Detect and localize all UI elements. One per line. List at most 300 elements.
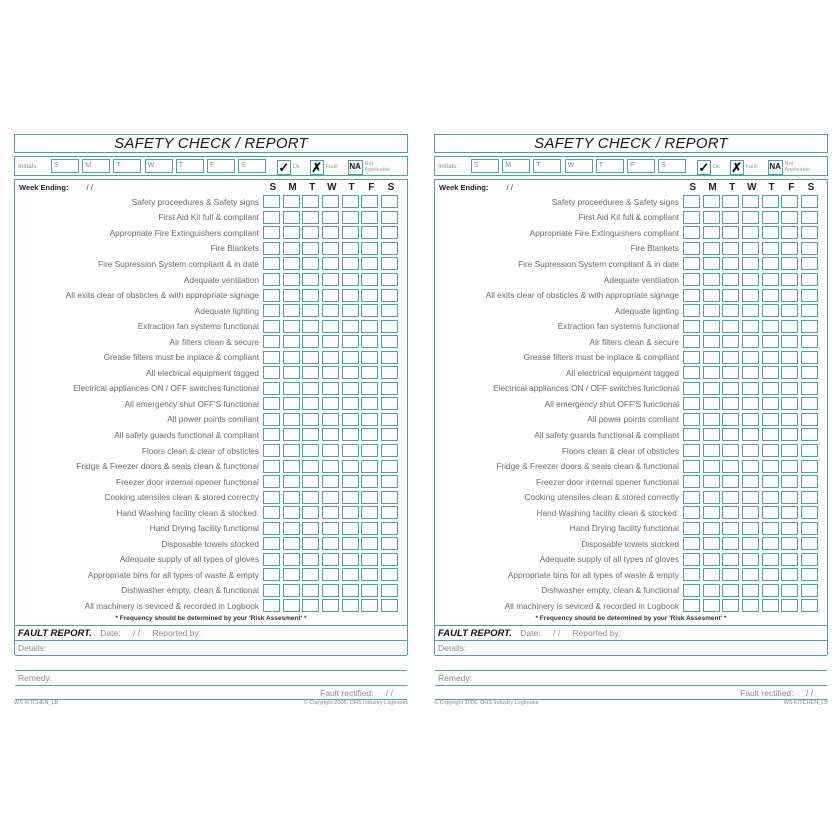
day-checkbox[interactable] <box>781 506 798 519</box>
day-checkbox[interactable] <box>762 211 779 224</box>
day-checkbox[interactable] <box>381 584 398 597</box>
day-checkbox[interactable] <box>742 273 759 286</box>
day-checkbox[interactable] <box>762 537 779 550</box>
day-checkbox[interactable] <box>283 522 300 535</box>
day-checkbox[interactable] <box>781 584 798 597</box>
initials-field[interactable]: F <box>627 159 655 173</box>
day-checkbox[interactable] <box>342 599 359 612</box>
day-checkbox[interactable] <box>801 599 818 612</box>
day-checkbox[interactable] <box>801 242 818 255</box>
day-checkbox[interactable] <box>381 335 398 348</box>
day-checkbox[interactable] <box>781 397 798 410</box>
day-checkbox[interactable] <box>722 382 739 395</box>
initials-field[interactable]: M <box>502 159 530 173</box>
week-ending-field[interactable]: / / <box>506 183 513 192</box>
day-checkbox[interactable] <box>801 475 818 488</box>
day-checkbox[interactable] <box>322 320 339 333</box>
day-checkbox[interactable] <box>263 226 280 239</box>
day-checkbox[interactable] <box>801 584 818 597</box>
day-checkbox[interactable] <box>781 366 798 379</box>
day-checkbox[interactable] <box>722 506 739 519</box>
day-checkbox[interactable] <box>322 257 339 270</box>
day-checkbox[interactable] <box>742 506 759 519</box>
day-checkbox[interactable] <box>742 522 759 535</box>
day-checkbox[interactable] <box>322 351 339 364</box>
day-checkbox[interactable] <box>283 475 300 488</box>
initials-field[interactable]: W <box>145 159 173 173</box>
day-checkbox[interactable] <box>263 242 280 255</box>
day-checkbox[interactable] <box>302 460 319 473</box>
day-checkbox[interactable] <box>801 273 818 286</box>
day-checkbox[interactable] <box>342 475 359 488</box>
day-checkbox[interactable] <box>683 257 700 270</box>
day-checkbox[interactable] <box>283 195 300 208</box>
day-checkbox[interactable] <box>283 491 300 504</box>
day-checkbox[interactable] <box>263 366 280 379</box>
day-checkbox[interactable] <box>781 195 798 208</box>
day-checkbox[interactable] <box>742 444 759 457</box>
day-checkbox[interactable] <box>361 397 378 410</box>
day-checkbox[interactable] <box>762 428 779 441</box>
day-checkbox[interactable] <box>381 273 398 286</box>
day-checkbox[interactable] <box>722 475 739 488</box>
day-checkbox[interactable] <box>703 304 720 317</box>
day-checkbox[interactable] <box>302 304 319 317</box>
day-checkbox[interactable] <box>302 537 319 550</box>
day-checkbox[interactable] <box>703 335 720 348</box>
day-checkbox[interactable] <box>722 460 739 473</box>
day-checkbox[interactable] <box>762 273 779 286</box>
day-checkbox[interactable] <box>781 475 798 488</box>
day-checkbox[interactable] <box>302 226 319 239</box>
day-checkbox[interactable] <box>781 211 798 224</box>
day-checkbox[interactable] <box>801 444 818 457</box>
day-checkbox[interactable] <box>302 351 319 364</box>
day-checkbox[interactable] <box>742 335 759 348</box>
day-checkbox[interactable] <box>781 273 798 286</box>
day-checkbox[interactable] <box>283 351 300 364</box>
day-checkbox[interactable] <box>361 195 378 208</box>
day-checkbox[interactable] <box>762 491 779 504</box>
day-checkbox[interactable] <box>703 273 720 286</box>
day-checkbox[interactable] <box>342 522 359 535</box>
day-checkbox[interactable] <box>302 195 319 208</box>
day-checkbox[interactable] <box>263 584 280 597</box>
day-checkbox[interactable] <box>683 599 700 612</box>
day-checkbox[interactable] <box>342 413 359 426</box>
day-checkbox[interactable] <box>781 491 798 504</box>
day-checkbox[interactable] <box>342 444 359 457</box>
day-checkbox[interactable] <box>762 304 779 317</box>
day-checkbox[interactable] <box>781 257 798 270</box>
day-checkbox[interactable] <box>781 568 798 581</box>
day-checkbox[interactable] <box>322 211 339 224</box>
day-checkbox[interactable] <box>762 397 779 410</box>
day-checkbox[interactable] <box>703 428 720 441</box>
day-checkbox[interactable] <box>683 553 700 566</box>
day-checkbox[interactable] <box>742 366 759 379</box>
day-checkbox[interactable] <box>742 491 759 504</box>
day-checkbox[interactable] <box>683 506 700 519</box>
day-checkbox[interactable] <box>322 397 339 410</box>
day-checkbox[interactable] <box>781 242 798 255</box>
day-checkbox[interactable] <box>762 335 779 348</box>
fault-rectified-field[interactable]: / / <box>385 688 393 698</box>
day-checkbox[interactable] <box>283 460 300 473</box>
day-checkbox[interactable] <box>762 568 779 581</box>
day-checkbox[interactable] <box>302 413 319 426</box>
day-checkbox[interactable] <box>263 428 280 441</box>
day-checkbox[interactable] <box>361 584 378 597</box>
day-checkbox[interactable] <box>781 522 798 535</box>
day-checkbox[interactable] <box>781 428 798 441</box>
day-checkbox[interactable] <box>361 522 378 535</box>
day-checkbox[interactable] <box>342 289 359 302</box>
day-checkbox[interactable] <box>683 304 700 317</box>
day-checkbox[interactable] <box>342 304 359 317</box>
day-checkbox[interactable] <box>762 351 779 364</box>
day-checkbox[interactable] <box>683 475 700 488</box>
date-field[interactable]: / / <box>132 628 141 638</box>
day-checkbox[interactable] <box>703 382 720 395</box>
day-checkbox[interactable] <box>742 351 759 364</box>
remedy-field[interactable] <box>435 670 827 685</box>
day-checkbox[interactable] <box>283 382 300 395</box>
day-checkbox[interactable] <box>322 366 339 379</box>
details-field[interactable] <box>15 640 407 655</box>
fault-rectified-field[interactable]: / / <box>805 688 813 698</box>
initials-field[interactable]: T <box>596 159 624 173</box>
day-checkbox[interactable] <box>302 242 319 255</box>
day-checkbox[interactable] <box>703 460 720 473</box>
day-checkbox[interactable] <box>263 289 280 302</box>
day-checkbox[interactable] <box>263 397 280 410</box>
day-checkbox[interactable] <box>781 599 798 612</box>
day-checkbox[interactable] <box>722 444 739 457</box>
day-checkbox[interactable] <box>263 475 280 488</box>
day-checkbox[interactable] <box>361 475 378 488</box>
day-checkbox[interactable] <box>283 273 300 286</box>
initials-field[interactable]: T <box>533 159 561 173</box>
day-checkbox[interactable] <box>322 522 339 535</box>
day-checkbox[interactable] <box>322 335 339 348</box>
day-checkbox[interactable] <box>703 289 720 302</box>
day-checkbox[interactable] <box>342 397 359 410</box>
day-checkbox[interactable] <box>263 273 280 286</box>
day-checkbox[interactable] <box>361 304 378 317</box>
day-checkbox[interactable] <box>302 289 319 302</box>
day-checkbox[interactable] <box>361 320 378 333</box>
day-checkbox[interactable] <box>342 366 359 379</box>
day-checkbox[interactable] <box>322 413 339 426</box>
day-checkbox[interactable] <box>722 397 739 410</box>
day-checkbox[interactable] <box>683 568 700 581</box>
day-checkbox[interactable] <box>361 242 378 255</box>
day-checkbox[interactable] <box>703 195 720 208</box>
day-checkbox[interactable] <box>801 397 818 410</box>
day-checkbox[interactable] <box>683 351 700 364</box>
day-checkbox[interactable] <box>762 460 779 473</box>
day-checkbox[interactable] <box>283 211 300 224</box>
day-checkbox[interactable] <box>283 553 300 566</box>
day-checkbox[interactable] <box>703 366 720 379</box>
day-checkbox[interactable] <box>762 599 779 612</box>
day-checkbox[interactable] <box>801 522 818 535</box>
day-checkbox[interactable] <box>263 382 280 395</box>
day-checkbox[interactable] <box>781 460 798 473</box>
day-checkbox[interactable] <box>683 413 700 426</box>
day-checkbox[interactable] <box>722 320 739 333</box>
day-checkbox[interactable] <box>322 242 339 255</box>
day-checkbox[interactable] <box>381 397 398 410</box>
day-checkbox[interactable] <box>722 428 739 441</box>
day-checkbox[interactable] <box>801 320 818 333</box>
day-checkbox[interactable] <box>742 382 759 395</box>
day-checkbox[interactable] <box>781 320 798 333</box>
day-checkbox[interactable] <box>263 537 280 550</box>
day-checkbox[interactable] <box>342 351 359 364</box>
day-checkbox[interactable] <box>361 599 378 612</box>
day-checkbox[interactable] <box>381 537 398 550</box>
day-checkbox[interactable] <box>781 226 798 239</box>
day-checkbox[interactable] <box>302 475 319 488</box>
day-checkbox[interactable] <box>703 226 720 239</box>
day-checkbox[interactable] <box>302 320 319 333</box>
day-checkbox[interactable] <box>703 568 720 581</box>
day-checkbox[interactable] <box>683 428 700 441</box>
day-checkbox[interactable] <box>762 242 779 255</box>
day-checkbox[interactable] <box>801 491 818 504</box>
day-checkbox[interactable] <box>381 382 398 395</box>
day-checkbox[interactable] <box>801 366 818 379</box>
day-checkbox[interactable] <box>683 522 700 535</box>
day-checkbox[interactable] <box>361 413 378 426</box>
day-checkbox[interactable] <box>781 304 798 317</box>
day-checkbox[interactable] <box>801 351 818 364</box>
week-ending-field[interactable]: / / <box>86 183 93 192</box>
day-checkbox[interactable] <box>283 568 300 581</box>
initials-field[interactable]: S <box>238 159 266 173</box>
day-checkbox[interactable] <box>263 568 280 581</box>
day-checkbox[interactable] <box>322 537 339 550</box>
details-line-2[interactable] <box>435 655 827 670</box>
day-checkbox[interactable] <box>381 444 398 457</box>
day-checkbox[interactable] <box>781 537 798 550</box>
day-checkbox[interactable] <box>342 382 359 395</box>
details-line-2[interactable] <box>15 655 407 670</box>
day-checkbox[interactable] <box>722 599 739 612</box>
day-checkbox[interactable] <box>302 599 319 612</box>
day-checkbox[interactable] <box>381 257 398 270</box>
day-checkbox[interactable] <box>322 428 339 441</box>
day-checkbox[interactable] <box>722 226 739 239</box>
day-checkbox[interactable] <box>381 226 398 239</box>
day-checkbox[interactable] <box>302 273 319 286</box>
day-checkbox[interactable] <box>381 413 398 426</box>
day-checkbox[interactable] <box>322 491 339 504</box>
day-checkbox[interactable] <box>381 599 398 612</box>
day-checkbox[interactable] <box>361 537 378 550</box>
day-checkbox[interactable] <box>742 320 759 333</box>
day-checkbox[interactable] <box>683 382 700 395</box>
day-checkbox[interactable] <box>381 553 398 566</box>
day-checkbox[interactable] <box>722 584 739 597</box>
day-checkbox[interactable] <box>781 351 798 364</box>
day-checkbox[interactable] <box>683 444 700 457</box>
day-checkbox[interactable] <box>322 568 339 581</box>
day-checkbox[interactable] <box>283 413 300 426</box>
day-checkbox[interactable] <box>322 506 339 519</box>
day-checkbox[interactable] <box>722 366 739 379</box>
day-checkbox[interactable] <box>683 460 700 473</box>
day-checkbox[interactable] <box>263 522 280 535</box>
day-checkbox[interactable] <box>361 460 378 473</box>
day-checkbox[interactable] <box>703 537 720 550</box>
day-checkbox[interactable] <box>381 568 398 581</box>
day-checkbox[interactable] <box>742 475 759 488</box>
day-checkbox[interactable] <box>742 397 759 410</box>
day-checkbox[interactable] <box>381 211 398 224</box>
day-checkbox[interactable] <box>683 366 700 379</box>
day-checkbox[interactable] <box>683 320 700 333</box>
day-checkbox[interactable] <box>381 242 398 255</box>
day-checkbox[interactable] <box>683 211 700 224</box>
day-checkbox[interactable] <box>722 522 739 535</box>
day-checkbox[interactable] <box>742 304 759 317</box>
day-checkbox[interactable] <box>703 242 720 255</box>
day-checkbox[interactable] <box>762 584 779 597</box>
day-checkbox[interactable] <box>762 475 779 488</box>
day-checkbox[interactable] <box>283 242 300 255</box>
details-field[interactable] <box>435 640 827 655</box>
day-checkbox[interactable] <box>801 428 818 441</box>
day-checkbox[interactable] <box>322 444 339 457</box>
day-checkbox[interactable] <box>283 584 300 597</box>
day-checkbox[interactable] <box>322 289 339 302</box>
day-checkbox[interactable] <box>801 568 818 581</box>
day-checkbox[interactable] <box>283 289 300 302</box>
day-checkbox[interactable] <box>722 195 739 208</box>
day-checkbox[interactable] <box>283 599 300 612</box>
day-checkbox[interactable] <box>302 553 319 566</box>
day-checkbox[interactable] <box>801 304 818 317</box>
initials-field[interactable]: T <box>113 159 141 173</box>
day-checkbox[interactable] <box>683 226 700 239</box>
day-checkbox[interactable] <box>322 599 339 612</box>
day-checkbox[interactable] <box>361 226 378 239</box>
day-checkbox[interactable] <box>302 366 319 379</box>
day-checkbox[interactable] <box>342 553 359 566</box>
day-checkbox[interactable] <box>361 257 378 270</box>
day-checkbox[interactable] <box>801 537 818 550</box>
day-checkbox[interactable] <box>722 289 739 302</box>
day-checkbox[interactable] <box>683 289 700 302</box>
day-checkbox[interactable] <box>683 537 700 550</box>
day-checkbox[interactable] <box>742 568 759 581</box>
day-checkbox[interactable] <box>762 522 779 535</box>
day-checkbox[interactable] <box>703 397 720 410</box>
day-checkbox[interactable] <box>322 460 339 473</box>
day-checkbox[interactable] <box>342 242 359 255</box>
day-checkbox[interactable] <box>781 444 798 457</box>
day-checkbox[interactable] <box>683 242 700 255</box>
day-checkbox[interactable] <box>342 226 359 239</box>
day-checkbox[interactable] <box>361 382 378 395</box>
day-checkbox[interactable] <box>801 413 818 426</box>
day-checkbox[interactable] <box>381 522 398 535</box>
day-checkbox[interactable] <box>342 584 359 597</box>
day-checkbox[interactable] <box>283 304 300 317</box>
day-checkbox[interactable] <box>801 460 818 473</box>
day-checkbox[interactable] <box>381 304 398 317</box>
initials-field[interactable]: S <box>658 159 686 173</box>
day-checkbox[interactable] <box>703 211 720 224</box>
day-checkbox[interactable] <box>283 537 300 550</box>
day-checkbox[interactable] <box>342 273 359 286</box>
day-checkbox[interactable] <box>263 599 280 612</box>
day-checkbox[interactable] <box>263 553 280 566</box>
day-checkbox[interactable] <box>801 382 818 395</box>
day-checkbox[interactable] <box>342 491 359 504</box>
day-checkbox[interactable] <box>361 366 378 379</box>
day-checkbox[interactable] <box>762 382 779 395</box>
day-checkbox[interactable] <box>742 289 759 302</box>
day-checkbox[interactable] <box>801 257 818 270</box>
day-checkbox[interactable] <box>742 211 759 224</box>
day-checkbox[interactable] <box>703 444 720 457</box>
day-checkbox[interactable] <box>722 257 739 270</box>
day-checkbox[interactable] <box>302 491 319 504</box>
day-checkbox[interactable] <box>722 242 739 255</box>
day-checkbox[interactable] <box>683 335 700 348</box>
day-checkbox[interactable] <box>361 444 378 457</box>
day-checkbox[interactable] <box>361 568 378 581</box>
day-checkbox[interactable] <box>263 444 280 457</box>
day-checkbox[interactable] <box>703 553 720 566</box>
day-checkbox[interactable] <box>703 491 720 504</box>
day-checkbox[interactable] <box>302 257 319 270</box>
day-checkbox[interactable] <box>742 226 759 239</box>
day-checkbox[interactable] <box>722 211 739 224</box>
day-checkbox[interactable] <box>302 522 319 535</box>
day-checkbox[interactable] <box>703 475 720 488</box>
day-checkbox[interactable] <box>302 397 319 410</box>
day-checkbox[interactable] <box>381 506 398 519</box>
day-checkbox[interactable] <box>381 460 398 473</box>
day-checkbox[interactable] <box>703 257 720 270</box>
day-checkbox[interactable] <box>302 444 319 457</box>
day-checkbox[interactable] <box>283 444 300 457</box>
day-checkbox[interactable] <box>342 211 359 224</box>
initials-field[interactable]: T <box>176 159 204 173</box>
initials-field[interactable]: S <box>51 159 79 173</box>
day-checkbox[interactable] <box>762 413 779 426</box>
day-checkbox[interactable] <box>801 226 818 239</box>
day-checkbox[interactable] <box>381 351 398 364</box>
day-checkbox[interactable] <box>302 382 319 395</box>
day-checkbox[interactable] <box>683 491 700 504</box>
day-checkbox[interactable] <box>781 553 798 566</box>
day-checkbox[interactable] <box>381 320 398 333</box>
day-checkbox[interactable] <box>322 382 339 395</box>
day-checkbox[interactable] <box>263 491 280 504</box>
remedy-field[interactable] <box>15 670 407 685</box>
day-checkbox[interactable] <box>283 366 300 379</box>
day-checkbox[interactable] <box>342 460 359 473</box>
day-checkbox[interactable] <box>801 553 818 566</box>
day-checkbox[interactable] <box>381 366 398 379</box>
initials-field[interactable]: M <box>82 159 110 173</box>
